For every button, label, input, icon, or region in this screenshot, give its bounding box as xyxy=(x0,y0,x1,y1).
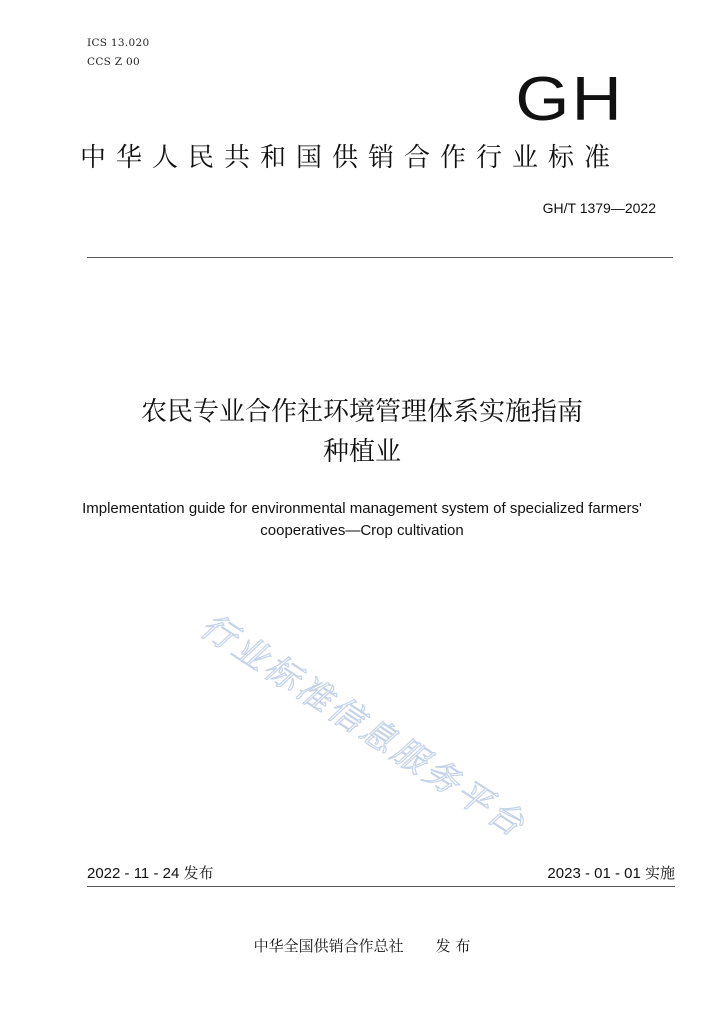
watermark-text: 行业标准信息服务平台 xyxy=(193,606,534,847)
bottom-divider xyxy=(87,886,675,887)
ics-code: ICS 13.020 xyxy=(87,37,150,49)
english-title-line-1: Implementation guide for environmental management system of specialized farmers' xyxy=(82,500,642,517)
top-divider xyxy=(87,257,673,258)
issuer-line xyxy=(0,934,724,958)
english-title-line-2: cooperatives—Crop cultivation xyxy=(260,522,464,539)
english-title xyxy=(0,498,724,542)
dates-row xyxy=(87,862,675,886)
watermark xyxy=(190,600,590,860)
chinese-title-line-1: 农民专业合作社环境管理体系实施指南 xyxy=(140,397,583,427)
chinese-title-line-2: 种植业 xyxy=(322,437,401,467)
standard-number: GH/T 1379—2022 xyxy=(542,200,656,216)
classification-codes xyxy=(87,34,149,72)
implementation-date: 2023 - 01 - 01 实施 xyxy=(547,865,675,882)
standard-category-title: 中华人民共和国供销合作行业标准 xyxy=(80,143,621,173)
issuer-name: 中华全国供销合作总社 xyxy=(253,937,404,955)
gh-logo: GH xyxy=(515,65,624,134)
chinese-title xyxy=(0,392,724,472)
issuer-action: 发 布 xyxy=(435,937,471,955)
issue-date: 2022 - 11 - 24 发布 xyxy=(87,865,214,882)
ccs-code: CCS Z 00 xyxy=(87,56,140,68)
